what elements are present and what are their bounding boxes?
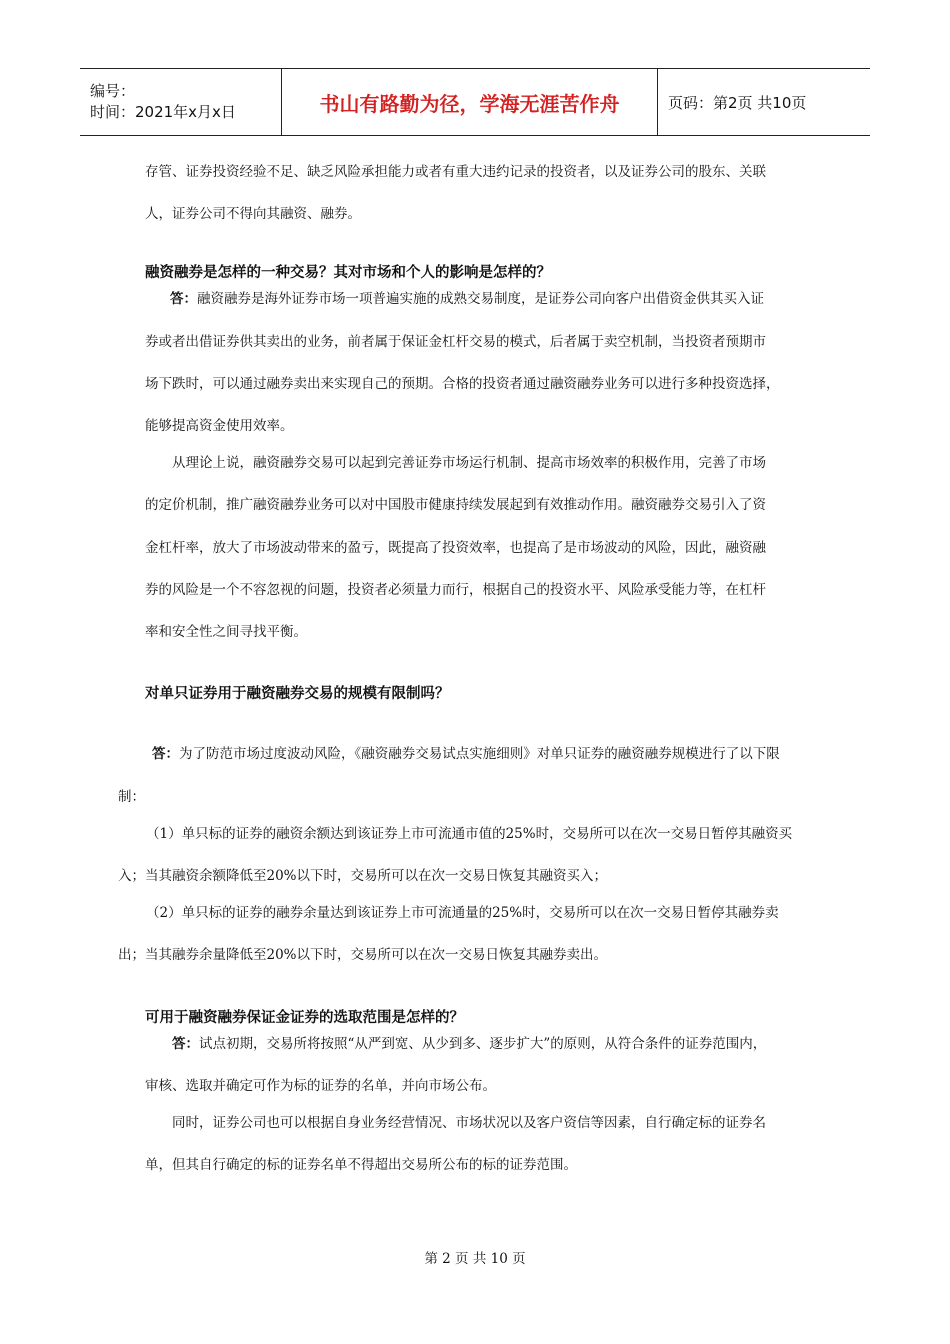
body-text: 为了防范市场过度波动风险，《融资融券交易试点实施细则》对单只证券的融资融券规模进行了以下限 xyxy=(179,746,780,762)
body-line: 场下跌时，可以通过融券卖出来实现自己的预期。合格的投资者通过融资融券业务可以进行多种投资选择， xyxy=(145,376,780,392)
body-line: 审核、选取并确定可作为标的证券的名单，并向市场公布。 xyxy=(145,1078,496,1094)
question-heading: 对单只证券用于融资融券交易的规模有限制吗？ xyxy=(145,686,450,702)
body-text: 试点初期，交易所将按照“从严到宽、从少到多、逐步扩大”的原则，从符合条件的证券范围内， xyxy=(199,1036,767,1052)
body-line xyxy=(172,1035,766,1053)
body-line: 制： xyxy=(118,789,145,805)
body-line: 金杠杆率，放大了市场波动带来的盈亏，既提高了投资效率，也提高了是市场波动的风险，因此，融资融 xyxy=(145,540,766,556)
page-footer: 第 2 页 共 10 页 xyxy=(424,1251,526,1267)
answer-label: 答： xyxy=(152,746,179,762)
question-heading: 可用于融资融券保证金证券的选取范围是怎样的？ xyxy=(145,1010,464,1026)
body-line: 能够提高资金使用效率。 xyxy=(145,418,294,434)
header-meta xyxy=(80,69,282,135)
doc-number-label: 编号： xyxy=(90,82,136,100)
body-line: 率和安全性之间寻找平衡。 xyxy=(145,624,307,640)
body-line: 存管、证券投资经验不足、缺乏风险承担能力或者有重大违约记录的投资者，以及证券公司的股东、关联 xyxy=(145,164,766,180)
doc-time-label: 时间：2021年x月x日 xyxy=(90,103,236,121)
question-heading: 融资融券是怎样的一种交易？其对市场和个人的影响是怎样的？ xyxy=(145,265,551,281)
body-line: 单，但其自行确定的标的证券名单不得超出交易所公布的标的证券范围。 xyxy=(145,1157,577,1173)
body-line xyxy=(170,290,764,308)
body-line: 人，证券公司不得向其融资、融券。 xyxy=(145,206,361,222)
answer-label: 答： xyxy=(170,291,197,307)
header-page-info: 页码：第2页 共10页 xyxy=(668,93,807,112)
body-text: 融资融券是海外证券市场一项普遍实施的成熟交易制度，是证券公司向客户出借资金供其买入证 xyxy=(197,291,764,307)
body-line: （1）单只标的证券的融资余额达到该证券上市可流通市值的25%时，交易所可以在次一交易日暂停其融资买 xyxy=(146,826,793,842)
page-header xyxy=(80,68,870,136)
body-line: 券或者出借证券供其卖出的业务，前者属于保证金杠杆交易的模式，后者属于卖空机制，当投资者预期市 xyxy=(145,334,766,350)
header-motto: 书山有路勤为径，学海无涯苦作舟 xyxy=(282,69,658,135)
body-line: （2）单只标的证券的融券余量达到该证券上市可流通量的25%时，交易所可以在次一交易日暂停其融券卖 xyxy=(146,905,779,921)
answer-label: 答： xyxy=(172,1036,199,1052)
body-line: 入；当其融资余额降低至20%以下时，交易所可以在次一交易日恢复其融资买入； xyxy=(118,868,608,884)
body-line: 出；当其融券余量降低至20%以下时，交易所可以在次一交易日恢复其融券卖出。 xyxy=(118,947,608,963)
body-line xyxy=(152,745,780,763)
body-line: 的定价机制，推广融资融券业务可以对中国股市健康持续发展起到有效推动作用。融资融券交易引入了资 xyxy=(145,497,766,513)
body-line: 同时，证券公司也可以根据自身业务经营情况、市场状况以及客户资信等因素，自行确定标的证券名 xyxy=(172,1115,766,1131)
body-line: 券的风险是一个不容忽视的问题，投资者必须量力而行，根据自己的投资水平、风险承受能力等，在杠杆 xyxy=(145,582,766,598)
body-line: 从理论上说，融资融券交易可以起到完善证券市场运行机制、提高市场效率的积极作用，完善了市场 xyxy=(172,455,766,471)
